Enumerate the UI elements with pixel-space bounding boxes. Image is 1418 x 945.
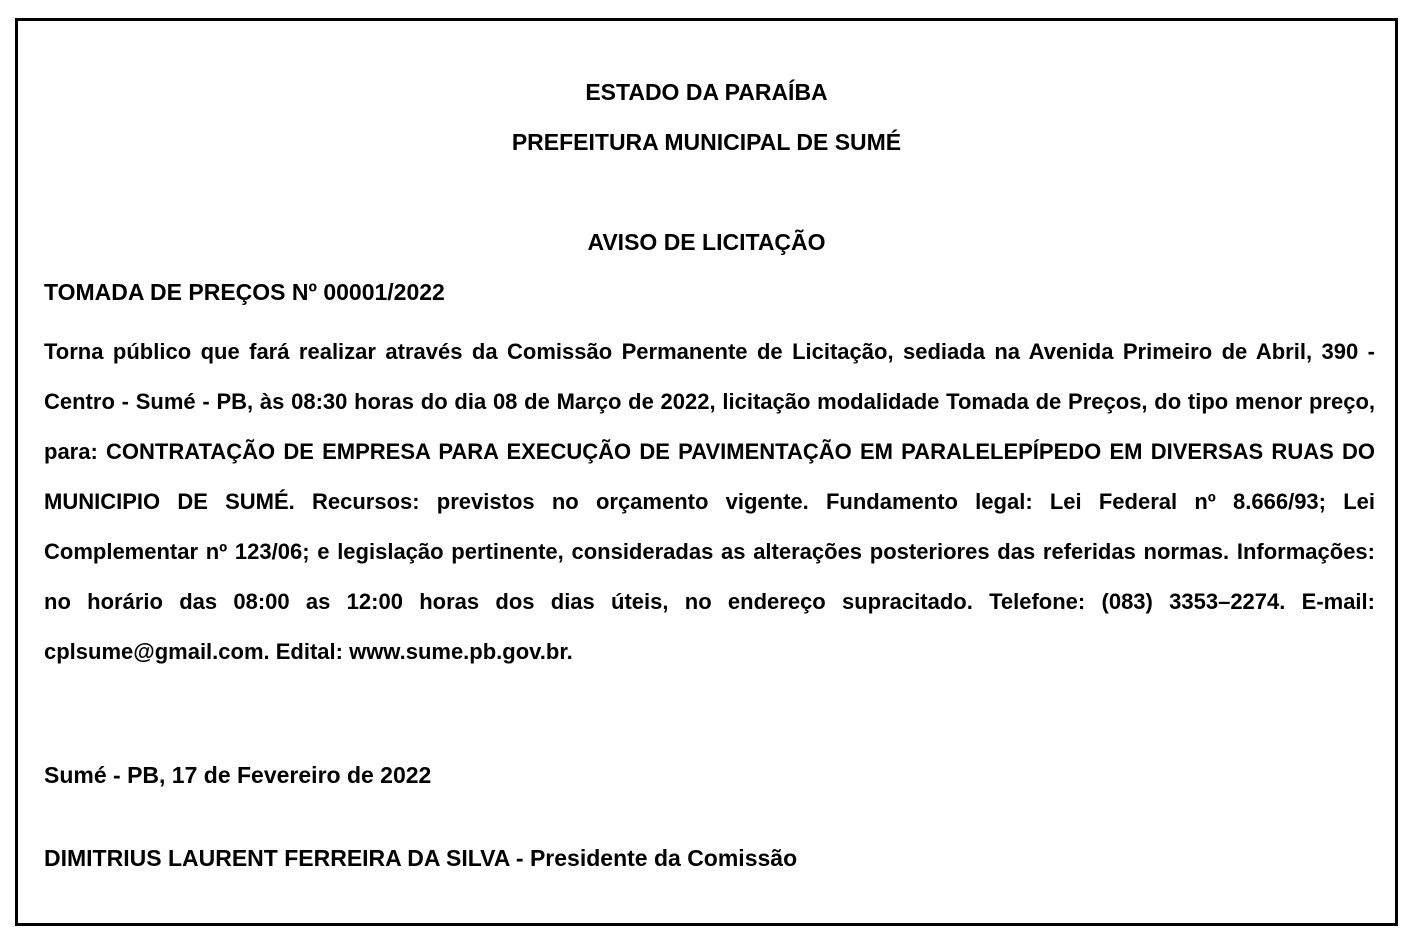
municipality-heading: PREFEITURA MUNICIPAL DE SUMÉ [511, 129, 902, 155]
state-heading: ESTADO DA PARAÍBA [585, 79, 828, 105]
place-date: Sumé - PB, 17 de Fevereiro de 2022 [44, 762, 432, 788]
bid-type-heading: TOMADA DE PREÇOS Nº 00001/2022 [44, 279, 445, 305]
notice-body: Torna público que fará realizar através da Comissão Permanente de Licitação, sediada na Avenida Primeiro de Abril, 390 - Centro - Sumé - PB, às 08:30 horas do dia 08 de Março de 2022, licitação modalidade Tomada de Preços, do tipo menor preço, para: CONTRATAÇÃO DE EMPRESA PARA EXECUÇÃO DE PAVIMENTAÇÃO EM PARALELEPÍPEDO EM DIVERSAS RUAS DO MUNICIPIO DE SUMÉ. Recursos: previstos no orçamento vigente. Fundamento legal: Lei Federal nº 8.666/93; Lei Complementar nº 123/06; e legislação pertinente, consideradas as alterações posteriores das referidas normas. Informações: no horário das 08:00 as 12:00 horas dos dias úteis, no endereço supracitado. Telefone: (083) 3353–2274. E-mail: cplsume@gmail.com. Edital: www.sume.pb.gov.br. [44, 339, 1375, 664]
notice-title: AVISO DE LICITAÇÃO [587, 229, 826, 255]
signature-line: DIMITRIUS LAURENT FERREIRA DA SILVA - Presidente da Comissão [44, 845, 798, 871]
notice-frame [15, 18, 1398, 926]
